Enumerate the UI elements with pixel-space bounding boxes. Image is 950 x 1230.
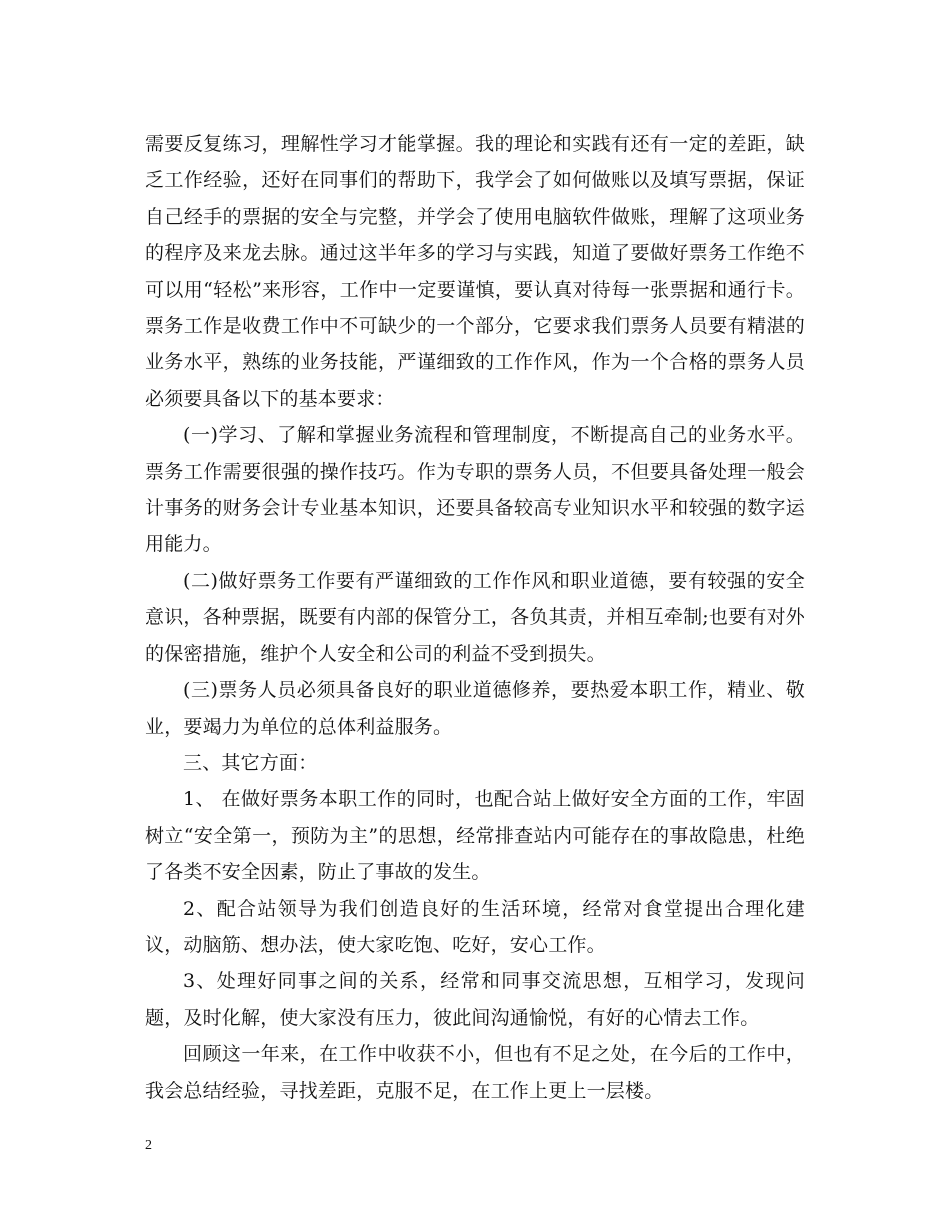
page-number: 2 [145, 1138, 152, 1153]
paragraph-requirement-1: (一)学习、了解和掌握业务流程和管理制度，不断提高自己的业务水平。票务工作需要很强的操作技巧。作为专职的票务人员，不但要具备处理一般会计事务的财务会计专业基本知识，还要具备较高专业知识水平和较强的数字运用能力。 [145, 424, 805, 556]
paragraph-item-3: 3、处理好同事之间的关系，经常和同事交流思想，互相学习，发现问题，及时化解，使大家没有压力，彼此间沟通愉悦，有好的心情去工作。 [145, 970, 805, 1029]
paragraph-item-1: 1、 在做好票务本职工作的同时，也配合站上做好安全方面的工作，牢固树立“安全第一，预防为主”的思想，经常排查站内可能存在的事故隐患，杜绝了各类不安全因素，防止了事故的发生。 [145, 788, 805, 884]
paragraph-conclusion: 回顾这一年来，在工作中收获不小，但也有不足之处，在今后的工作中，我会总结经验，寻找差距，克服不足，在工作上更上一层楼。 [145, 1043, 805, 1102]
paragraph-item-2: 2、配合站领导为我们创造良好的生活环境，经常对食堂提出合理化建议，动脑筋、想办法，使大家吃饱、吃好，安心工作。 [145, 897, 805, 956]
paragraph-continuation: 需要反复练习，理解性学习才能掌握。我的理论和实践有还有一定的差距，缺乏工作经验，还好在同事们的帮助下，我学会了如何做账以及填写票据，保证自己经手的票据的安全与完整，并学会了使用电脑软件做账，理解了这项业务的程序及来龙去脉。通过这半年多的学习与实践，知道了要做好票务工作绝不可以用“轻松”来形容，工作中一定要谨慎，要认真对待每一张票据和通行卡。票务工作是收费工作中不可缺少的一个部分，它要求我们票务人员要有精湛的业务水平，熟练的业务技能，严谨细致的工作作风，作为一个合格的票务人员必须要具备以下的基本要求： [145, 133, 805, 410]
document-body [145, 126, 805, 1109]
paragraph-requirement-3: (三)票务人员必须具备良好的职业道德修养，要热爱本职工作，精业、敬业，要竭力为单位的总体利益服务。 [145, 679, 805, 738]
paragraph-requirement-2: (二)做好票务工作要有严谨细致的工作作风和职业道德，要有较强的安全意识，各种票据，既要有内部的保管分工，各负其责，并相互牵制;也要有对外的保密措施，维护个人安全和公司的利益不受到损失。 [145, 569, 805, 665]
section-heading-other: 三、其它方面： [183, 751, 318, 774]
